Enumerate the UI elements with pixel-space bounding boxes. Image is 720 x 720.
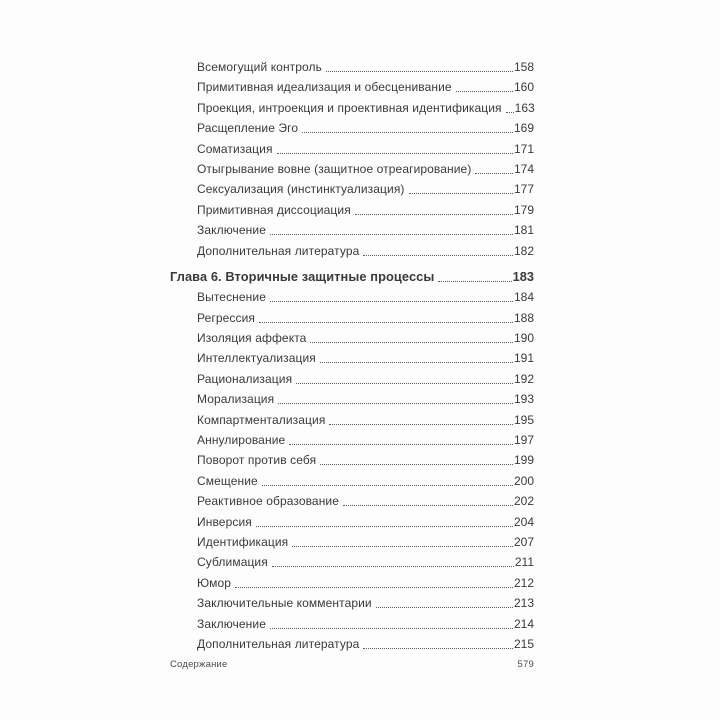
toc-entry	[170, 430, 534, 450]
toc-entry	[170, 328, 534, 348]
toc-entry-page: 212	[513, 575, 534, 590]
toc-entry-page: 179	[513, 202, 534, 217]
dotted-leader	[270, 220, 513, 235]
dotted-leader	[296, 369, 513, 384]
toc-entry-label: Идентификация	[197, 534, 289, 549]
dotted-leader	[506, 98, 514, 113]
toc-entry-page: 181	[513, 223, 534, 238]
toc-entry	[170, 139, 534, 159]
dotted-leader	[289, 430, 513, 445]
toc-entry-label: Смещение	[197, 473, 258, 488]
toc-entry	[170, 450, 534, 470]
toc-entry	[170, 491, 534, 511]
toc-entry	[170, 159, 534, 179]
toc-entry	[170, 532, 534, 552]
dotted-leader	[326, 57, 513, 72]
toc-entry-page: 199	[513, 453, 534, 468]
toc-entry-page: 192	[513, 371, 534, 386]
dotted-leader	[456, 77, 513, 92]
footer-page-number: 579	[517, 659, 534, 670]
toc-entry-page: 171	[513, 141, 534, 156]
dotted-leader	[320, 450, 513, 465]
toc-list	[170, 57, 534, 654]
dotted-leader	[363, 634, 513, 649]
toc-entry-label: Соматизация	[197, 141, 273, 156]
toc-entry-page: 174	[513, 161, 534, 176]
dotted-leader	[310, 328, 513, 343]
toc-entry	[170, 57, 534, 77]
toc-entry-label: Проекция, интроекция и проективная идентификация	[197, 100, 502, 115]
dotted-leader	[277, 139, 513, 154]
toc-entry-label: Инверсия	[197, 514, 252, 529]
toc-entry-page: 158	[513, 60, 534, 74]
toc-chapter-entry	[170, 267, 534, 287]
toc-entry-label: Компартментализация	[197, 412, 326, 427]
dotted-leader	[302, 118, 513, 133]
toc-entry	[170, 573, 534, 593]
toc-entry	[170, 200, 534, 220]
toc-entry-label: Рационализация	[197, 371, 293, 386]
toc-entry-label: Примитивная диссоциация	[197, 202, 351, 217]
dotted-leader	[235, 573, 513, 588]
toc-entry	[170, 308, 534, 328]
toc-entry-label: Реактивное образование	[197, 494, 340, 509]
toc-entry-page: 202	[513, 494, 534, 509]
toc-entry-label: Дополнительная литература	[197, 636, 360, 651]
dotted-leader	[262, 471, 513, 486]
toc-entry-page: 191	[513, 351, 534, 366]
toc-entry-page: 215	[513, 636, 534, 651]
toc-entry-label: Глава 6. Вторичные защитные процессы	[170, 268, 435, 284]
dotted-leader	[278, 389, 513, 404]
toc-entry	[170, 410, 534, 430]
toc-entry-label: Вытеснение	[197, 290, 266, 305]
page-footer	[170, 659, 534, 670]
dotted-leader	[409, 179, 513, 194]
toc-entry	[170, 77, 534, 97]
toc-entry-page: 169	[513, 121, 534, 136]
toc-entry	[170, 179, 534, 199]
toc-entry	[170, 634, 534, 654]
toc-entry	[170, 593, 534, 613]
dotted-leader	[343, 491, 513, 506]
toc-entry-label: Всемогущий контроль	[197, 60, 323, 74]
toc-entry-label: Заключение	[197, 223, 266, 238]
toc-entry-page: 182	[513, 243, 534, 258]
toc-entry	[170, 118, 534, 138]
toc-entry-page: 207	[513, 534, 534, 549]
toc-entry-page: 188	[513, 310, 534, 325]
toc-entry-page: 211	[514, 555, 534, 570]
toc-entry-page: 190	[513, 331, 534, 346]
dotted-leader	[329, 410, 513, 425]
toc-entry	[170, 241, 534, 261]
toc-entry-label: Заключение	[197, 616, 266, 631]
dotted-leader	[256, 512, 513, 527]
dotted-leader	[272, 552, 514, 567]
toc-entry	[170, 287, 534, 307]
toc-entry-label: Поворот против себя	[197, 453, 317, 468]
dotted-leader	[475, 159, 513, 174]
toc-entry-page: 197	[513, 433, 534, 448]
toc-entry	[170, 369, 534, 389]
toc-entry-label: Морализация	[197, 392, 275, 407]
toc-entry-page: 193	[513, 392, 534, 407]
toc-entry-label: Дополнительная литература	[197, 243, 360, 258]
toc-entry-page: 177	[513, 182, 534, 197]
toc-entry-page: 213	[513, 596, 534, 611]
toc-entry-label: Аннулирование	[197, 433, 286, 448]
toc-entry	[170, 389, 534, 409]
toc-entry-label: Изоляция аффекта	[197, 331, 307, 346]
toc-entry	[170, 348, 534, 368]
toc-entry-page: 204	[513, 514, 534, 529]
dotted-leader	[259, 308, 513, 323]
toc-entry	[170, 614, 534, 634]
toc-entry-page: 214	[513, 616, 534, 631]
toc-entry-page: 195	[513, 412, 534, 427]
toc-entry	[170, 98, 534, 118]
toc-entry-page: 163	[514, 100, 535, 115]
toc-entry-page: 183	[512, 268, 534, 284]
dotted-leader	[355, 200, 513, 215]
dotted-leader	[270, 287, 513, 302]
dotted-leader	[363, 241, 513, 256]
dotted-leader	[320, 348, 513, 363]
toc-entry-label: Сексуализация (инстинктуализация)	[197, 182, 405, 197]
toc-entry-page: 184	[513, 290, 534, 305]
toc-entry-label: Расщепление Эго	[197, 121, 299, 136]
toc-entry	[170, 512, 534, 532]
toc-entry-label: Заключительные комментарии	[197, 596, 372, 611]
toc-entry-label: Регрессия	[197, 310, 255, 325]
toc-entry-label: Отыгрывание вовне (защитное отреагирование)	[197, 161, 472, 176]
footer-section-label: Содержание	[170, 659, 228, 670]
toc-entry-label: Интеллектуализация	[197, 351, 316, 366]
toc-entry-label: Сублимация	[197, 555, 268, 570]
dotted-leader	[292, 532, 513, 547]
toc-entry-page: 160	[513, 80, 534, 95]
toc-entry	[170, 552, 534, 572]
dotted-leader	[438, 267, 511, 282]
toc-entry	[170, 220, 534, 240]
dotted-leader	[270, 614, 513, 629]
toc-entry-label: Примитивная идеализация и обесценивание	[197, 80, 452, 95]
toc-entry-label: Юмор	[197, 575, 231, 590]
toc-entry-page: 200	[513, 473, 534, 488]
dotted-leader	[376, 593, 513, 608]
toc-entry	[170, 471, 534, 491]
